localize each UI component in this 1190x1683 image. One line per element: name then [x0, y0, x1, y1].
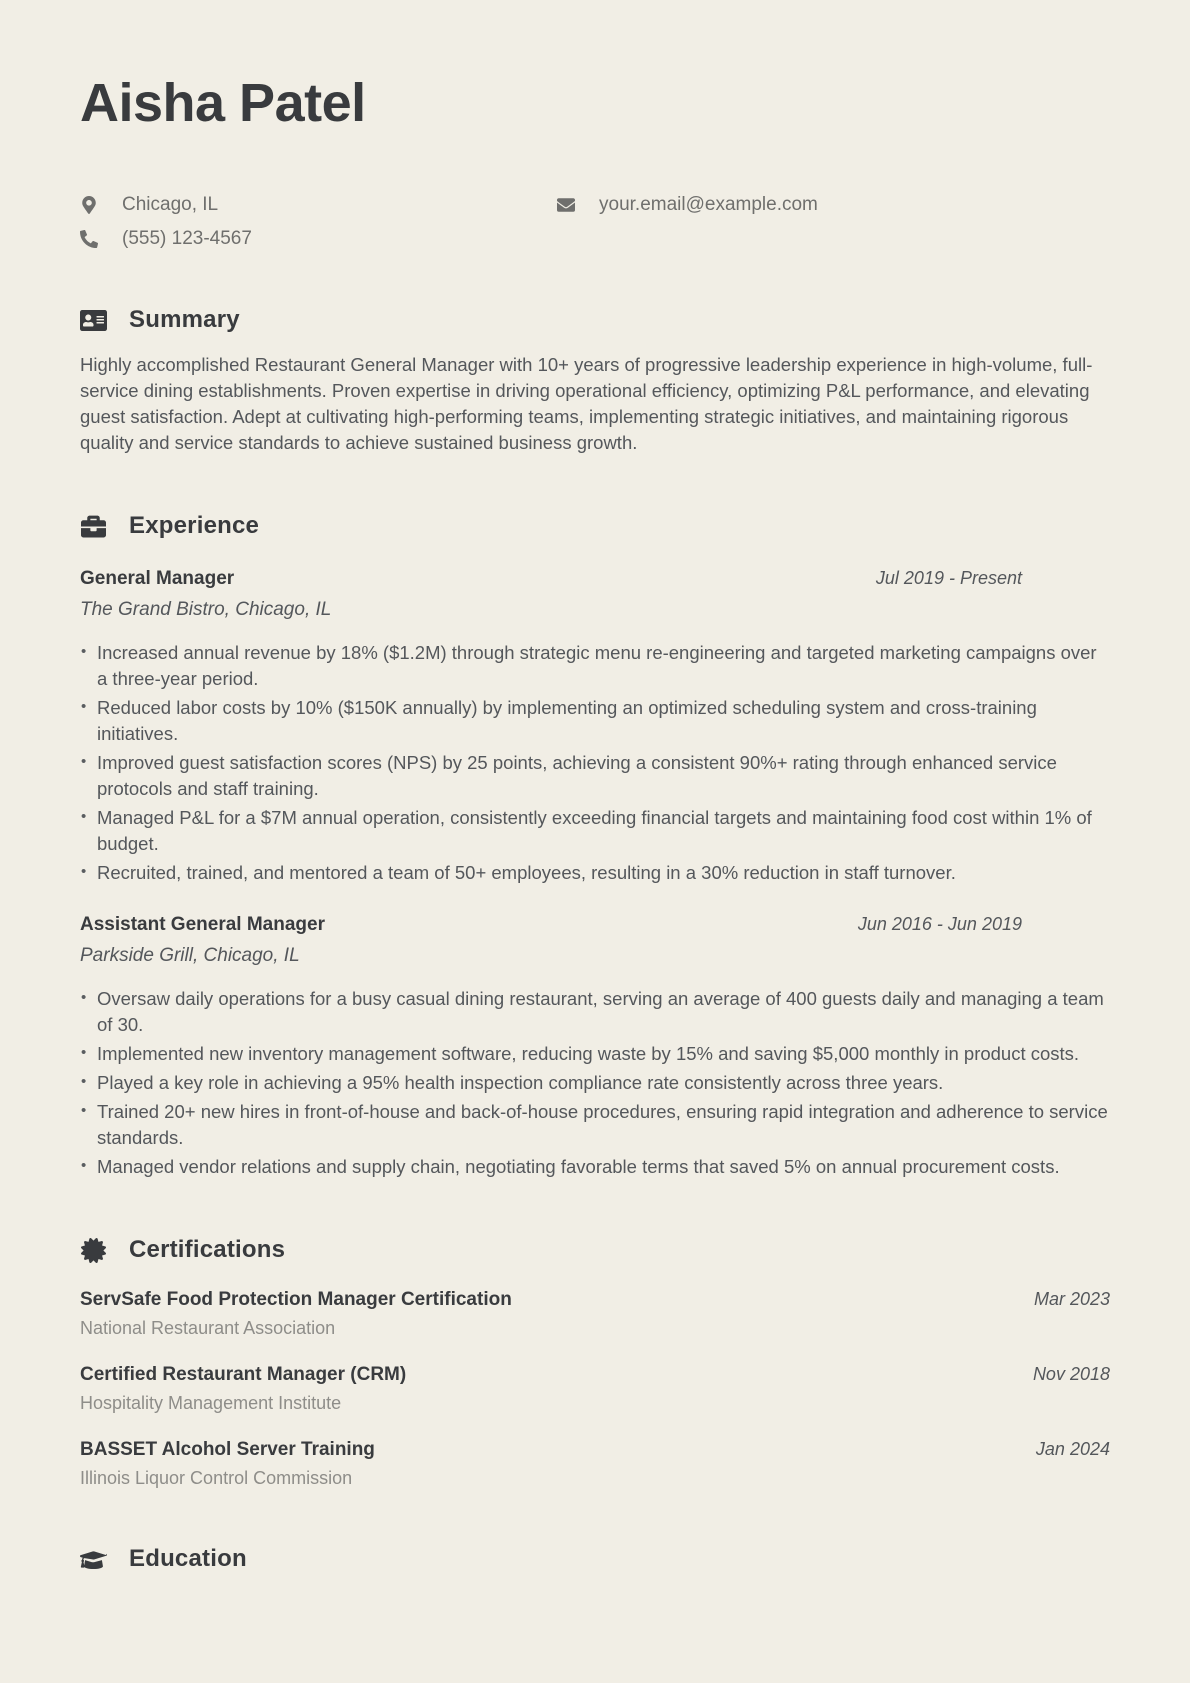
job-bullet: • Reduced labor costs by 10% ($150K annually) by implementing an optimized scheduling system and cross-training initiatives. [97, 695, 1110, 747]
job-company: The Grand Bistro, Chicago, IL [80, 599, 332, 620]
contact-phone-text: (555) 123-4567 [122, 228, 252, 249]
job-bullet: • Trained 20+ new hires in front-of-house and back-of-house procedures, ensuring rapid integration and adherence to service standards. [97, 1099, 1110, 1151]
summary-section-title: Summary [129, 306, 240, 333]
education-section-header [80, 1545, 1110, 1573]
certification-entry [80, 1364, 1110, 1414]
certification-name: ServSafe Food Protection Manager Certification [80, 1289, 512, 1310]
contact-location [80, 194, 557, 216]
job-dates: Jul 2019 - Present [875, 568, 1022, 588]
job-header [80, 568, 1110, 590]
job-bullet: • Recruited, trained, and mentored a team of 50+ employees, resulting in a 30% reduction in staff turnover. [97, 860, 1110, 886]
map-pin-icon [80, 196, 98, 214]
certification-name: Certified Restaurant Manager (CRM) [80, 1364, 407, 1385]
contact-phone [80, 228, 557, 250]
certificate-seal-icon [80, 1238, 107, 1263]
job-company: Parkside Grill, Chicago, IL [80, 945, 300, 966]
contact-email [557, 194, 1110, 216]
experience-entry [80, 914, 1110, 1180]
id-card-icon [80, 308, 107, 333]
job-bullet: • Implemented new inventory management software, reducing waste by 15% and saving $5,000 monthly in product costs. [97, 1041, 1110, 1067]
graduation-cap-icon [80, 1547, 107, 1572]
job-role: Assistant General Manager [80, 914, 325, 935]
job-bullet-list [80, 640, 1110, 886]
certification-info [80, 1364, 406, 1414]
certification-entry [80, 1289, 1110, 1339]
job-bullet: • Managed P&L for a $7M annual operation, consistently exceeding financial targets and maintaining food cost within 1% of budget. [97, 805, 1110, 857]
contact-email-text: your.email@example.com [599, 194, 818, 215]
contact-block [80, 194, 1110, 250]
job-dates: Jun 2016 - Jun 2019 [857, 914, 1022, 934]
certification-name: BASSET Alcohol Server Training [80, 1439, 375, 1460]
certification-date: Jan 2024 [1035, 1439, 1110, 1459]
certification-issuer: National Restaurant Association [80, 1318, 336, 1338]
job-header [80, 914, 1110, 936]
job-bullet: • Managed vendor relations and supply chain, negotiating favorable terms that saved 5% on annual procurement costs. [97, 1154, 1110, 1180]
certification-date: Mar 2023 [1033, 1289, 1110, 1309]
summary-section-header [80, 306, 1110, 334]
summary-text: Highly accomplished Restaurant General Manager with 10+ years of progressive leadership experience in high-volume, full-service dining establishments. Proven expertise in driving operational efficiency, optimizing P&L performance, and elevating guest satisfaction. Adept at cultivating high-performing teams, implementing strategic initiatives, and maintaining rigorous quality and service standards to achieve sustained business growth. [80, 354, 1093, 453]
job-bullet: • Oversaw daily operations for a busy casual dining restaurant, serving an average of 400 guests daily and managing a team of 30. [97, 986, 1110, 1038]
certification-info [80, 1439, 375, 1489]
job-bullet-list [80, 986, 1110, 1180]
certification-issuer: Hospitality Management Institute [80, 1393, 342, 1413]
certification-info [80, 1289, 512, 1339]
experience-section-header [80, 512, 1110, 540]
experience-section-title: Experience [129, 512, 260, 539]
certification-date: Nov 2018 [1032, 1364, 1110, 1384]
briefcase-icon [80, 514, 107, 539]
job-role: General Manager [80, 568, 235, 589]
experience-entry [80, 568, 1110, 886]
contact-location-text: Chicago, IL [122, 194, 219, 215]
certifications-section-header [80, 1236, 1110, 1264]
envelope-icon [557, 196, 575, 214]
certification-entry [80, 1439, 1110, 1489]
job-bullet: • Increased annual revenue by 18% ($1.2M) through strategic menu re-engineering and targeted marketing campaigns over a three-year period. [97, 640, 1110, 692]
job-bullet: • Played a key role in achieving a 95% health inspection compliance rate consistently across three years. [97, 1070, 1110, 1096]
phone-icon [80, 230, 98, 248]
education-section-title: Education [129, 1545, 247, 1572]
certification-issuer: Illinois Liquor Control Commission [80, 1468, 353, 1488]
certifications-section-title: Certifications [129, 1236, 286, 1263]
person-name: Aisha Patel [80, 73, 366, 133]
job-bullet: • Improved guest satisfaction scores (NPS) by 25 points, achieving a consistent 90%+ rating through enhanced service protocols and staff training. [97, 750, 1110, 802]
